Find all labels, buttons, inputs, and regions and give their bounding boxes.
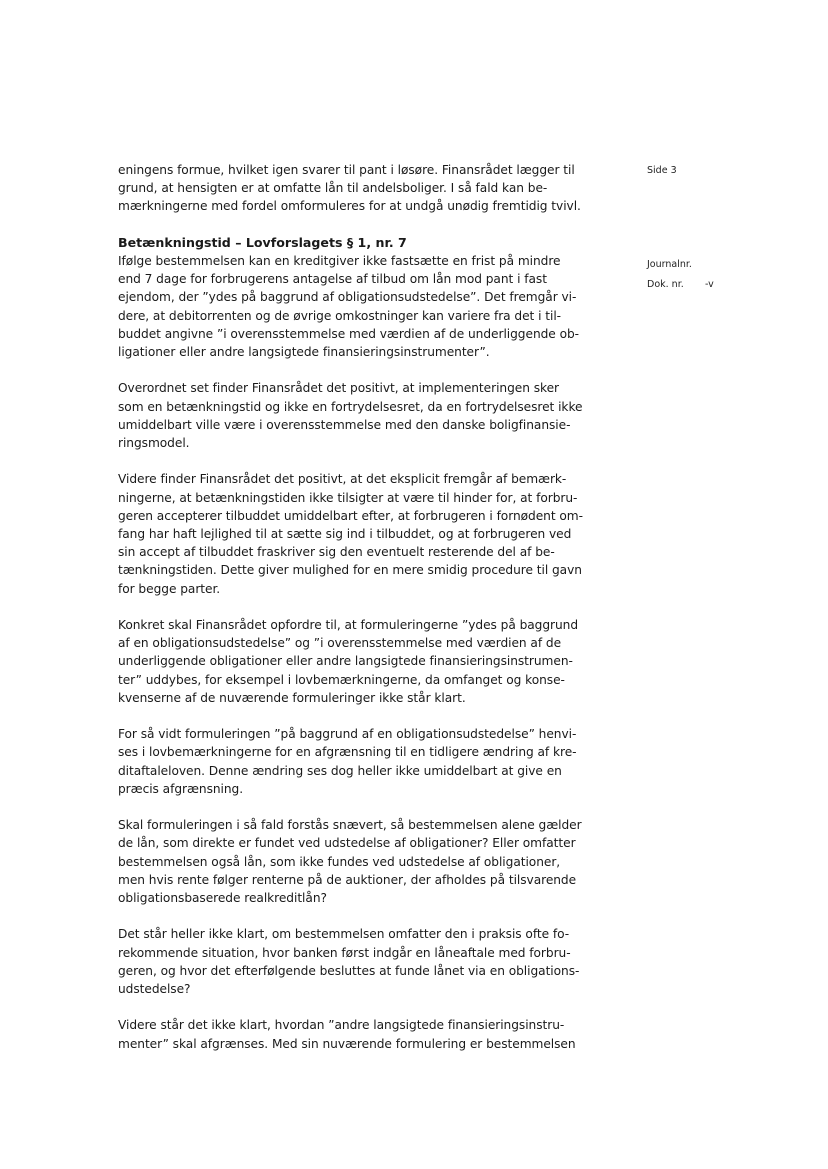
text-line: bestemmelsen også lån, som ikke fundes ved udstedelse af obligationer, bbox=[118, 854, 561, 869]
text-line: ses i lovbemærkningerne for en afgrænsning til en tidligere ændring af kre- bbox=[118, 745, 577, 760]
page-number-label: Side 3 bbox=[647, 165, 677, 176]
paragraph bbox=[118, 925, 610, 998]
text-line: men hvis rente følger renterne på de auktioner, der afholdes på tilsvarende bbox=[118, 872, 577, 887]
document-body bbox=[118, 161, 610, 1071]
text-line: dere, at debitorrenten og de øvrige omkostninger kan variere fra det i til- bbox=[118, 308, 562, 323]
text-line: ditaftaleloven. Denne ændring ses dog heller ikke umiddelbart at give en bbox=[118, 763, 562, 778]
paragraph bbox=[118, 161, 610, 216]
document-number-label: Dok. nr. bbox=[647, 279, 684, 290]
paragraph bbox=[118, 234, 610, 361]
text-line: ringsmodel. bbox=[118, 436, 190, 451]
text-line: underliggende obligationer eller andre langsigtede finansieringsinstrumen- bbox=[118, 654, 573, 669]
journal-number-label: Journalnr. bbox=[647, 259, 692, 270]
paragraph bbox=[118, 1016, 610, 1052]
text-line: Ifølge bestemmelsen kan en kreditgiver ikke fastsætte en frist på mindre bbox=[118, 254, 561, 268]
text-line: Videre finder Finansrådet det positivt, at det eksplicit fremgår af bemærk- bbox=[118, 472, 567, 487]
paragraph bbox=[118, 470, 610, 597]
text-line: ejendom, der ”ydes på baggrund af obligationsudstedelse”. Det fremgår vi- bbox=[118, 290, 577, 305]
text-line: præcis afgrænsning. bbox=[118, 781, 244, 796]
text-line: Det står heller ikke klart, om bestemmelsen omfatter den i praksis ofte fo- bbox=[118, 927, 570, 942]
text-line: Konkret skal Finansrådet opfordre til, at formuleringerne ”ydes på baggrund bbox=[118, 618, 579, 633]
text-line: som en betænkningstid og ikke en fortrydelsesret, da en fortrydelsesret ikke bbox=[118, 399, 583, 414]
section-heading: Betænkningstid – Lovforslagets § 1, nr. 7 bbox=[118, 234, 407, 250]
text-line: for begge parter. bbox=[118, 581, 221, 596]
text-line: ningerne, at betænkningstiden ikke tilsigter at være til hinder for, at forbru- bbox=[118, 490, 578, 505]
text-line: Videre står det ikke klart, hvordan ”andre langsigtede finansieringsinstru- bbox=[118, 1018, 565, 1033]
text-line: ligationer eller andre langsigtede finansieringsinstrumenter”. bbox=[118, 345, 490, 360]
text-line: ter” uddybes, for eksempel i lovbemærkningerne, da omfanget og konse- bbox=[118, 672, 565, 687]
paragraph bbox=[118, 379, 610, 452]
text-line: eningens formue, hvilket igen svarer til pant i løsøre. Finansrådet lægger til bbox=[118, 163, 575, 177]
paragraph bbox=[118, 616, 610, 707]
text-line: af en obligationsudstedelse” og ”i overensstemmelse med værdien af de bbox=[118, 636, 562, 651]
paragraph bbox=[118, 816, 610, 907]
text-line: umiddelbart ville være i overensstemmelse med den danske boligfinansie- bbox=[118, 417, 571, 432]
text-line: rekommende situation, hvor banken først indgår en låneaftale med forbru- bbox=[118, 945, 571, 960]
text-line: Skal formuleringen i så fald forstås snævert, så bestemmelsen alene gælder bbox=[118, 818, 582, 833]
paragraph bbox=[118, 725, 610, 798]
text-line: fang har haft lejlighed til at sætte sig ind i tilbuddet, og at forbrugeren ved bbox=[118, 527, 572, 542]
text-line: de lån, som direkte er fundet ved udstedelse af obligationer? Eller omfatter bbox=[118, 836, 576, 851]
text-line: tænkningstiden. Dette giver mulighed for en mere smidig procedure til gavn bbox=[118, 563, 582, 578]
text-line: For så vidt formuleringen ”på baggrund af en obligationsudstedelse” henvi- bbox=[118, 727, 577, 742]
text-line: grund, at hensigten er at omfatte lån til andelsboliger. I så fald kan be- bbox=[118, 181, 548, 196]
text-line: geren accepterer tilbuddet umiddelbart efter, at forbrugeren i fornødent om- bbox=[118, 508, 583, 523]
text-line: kvenserne af de nuværende formuleringer ikke står klart. bbox=[118, 690, 466, 705]
text-line: buddet angivne ”i overensstemmelse med værdien af de underliggende ob- bbox=[118, 326, 580, 341]
text-line: mærkningerne med fordel omformuleres for at undgå unødig fremtidig tvivl. bbox=[118, 199, 581, 214]
text-line: udstedelse? bbox=[118, 982, 191, 997]
text-line: end 7 dage for forbrugerens antagelse af tilbud om lån mod pant i fast bbox=[118, 272, 547, 287]
text-line: menter” skal afgrænses. Med sin nuværende formulering er bestemmelsen bbox=[118, 1036, 576, 1051]
document-number-value: -v bbox=[705, 279, 714, 290]
text-line: Overordnet set finder Finansrådet det positivt, at implementeringen sker bbox=[118, 381, 559, 396]
text-line: obligationsbaserede realkreditlån? bbox=[118, 891, 327, 906]
text-line: sin accept af tilbuddet fraskriver sig den eventuelt resterende del af be- bbox=[118, 545, 555, 560]
text-line: geren, og hvor det efterfølgende besluttes at funde lånet via en obligations- bbox=[118, 963, 580, 978]
